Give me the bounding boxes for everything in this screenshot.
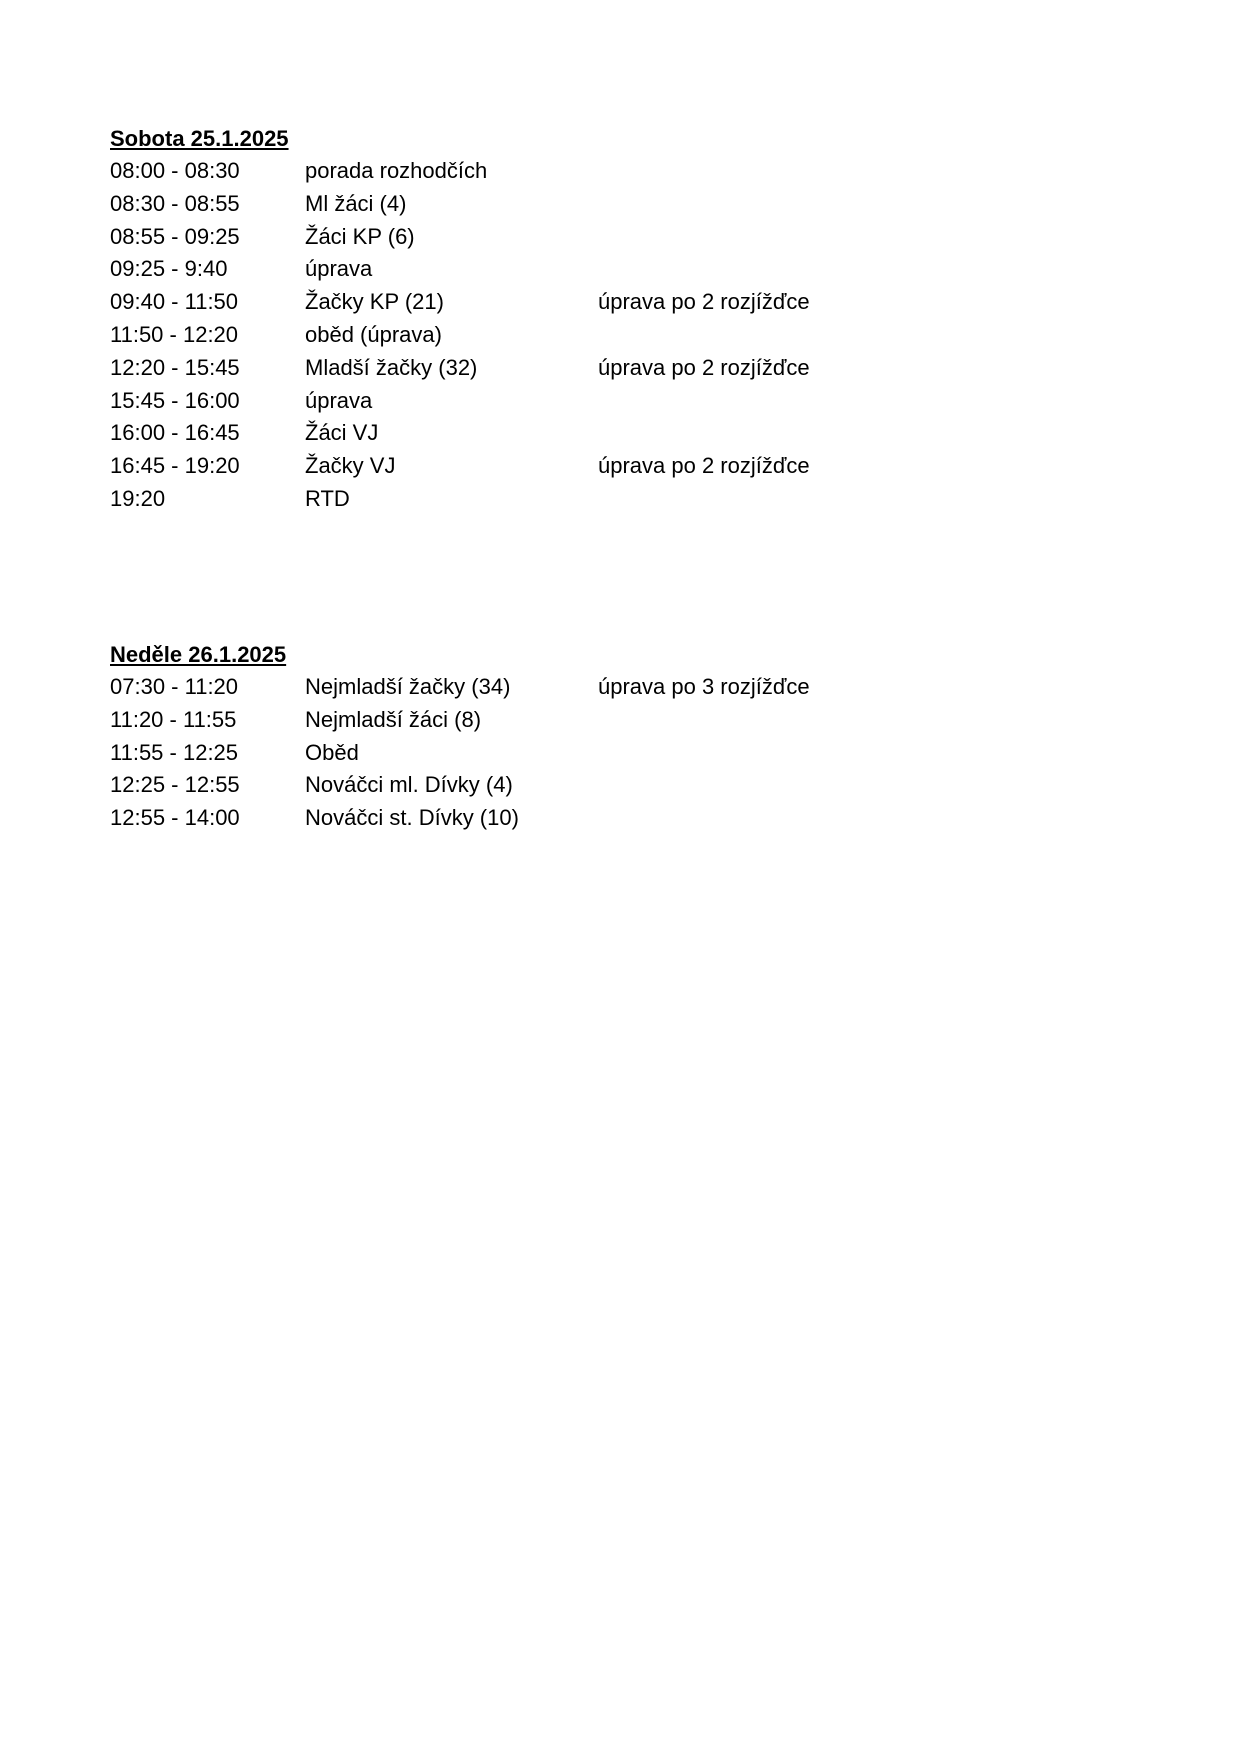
- event-cell: porada rozhodčích: [305, 158, 488, 183]
- note-cell: úprava po 3 rozjížďce: [598, 674, 810, 699]
- event-cell: úprava: [305, 256, 373, 282]
- event-cell: Žáci VJ: [305, 420, 379, 446]
- note-cell: [598, 385, 1010, 418]
- schedule-row: [110, 737, 1010, 770]
- event-cell: Žačky VJ: [305, 453, 396, 479]
- note-cell: [598, 188, 1010, 221]
- event-cell: Nejmladší žačky (34): [305, 674, 511, 699]
- time-cell: 19:20: [110, 485, 166, 511]
- schedule-row: [110, 769, 1010, 802]
- schedule-row: [110, 253, 1010, 286]
- note-cell: úprava po 2 rozjížďce: [598, 453, 810, 479]
- time-cell: 09:25 - 9:40: [110, 256, 228, 282]
- schedule-rows: [110, 671, 1010, 835]
- note-cell: [598, 802, 1010, 835]
- schedule-row: [110, 155, 1010, 188]
- schedule-row: [110, 352, 1010, 385]
- note-cell: [598, 483, 1010, 516]
- time-cell: 15:45 - 16:00: [110, 387, 240, 413]
- note-cell: [598, 704, 1010, 737]
- note-cell: [598, 769, 1010, 802]
- schedule-row: [110, 704, 1010, 737]
- note-cell: [598, 155, 1010, 188]
- schedule-rows: [110, 155, 1010, 516]
- day-heading: Neděle 26.1.2025: [110, 642, 287, 667]
- time-cell: 16:00 - 16:45: [110, 420, 240, 446]
- schedule-row: [110, 450, 1010, 483]
- event-cell: Nejmladší žáci (8): [305, 706, 482, 732]
- event-cell: Žačky KP (21): [305, 289, 444, 315]
- event-cell: Oběd: [305, 739, 359, 765]
- time-cell: 11:20 - 11:55: [110, 706, 237, 732]
- time-cell: 11:50 - 12:20: [110, 321, 239, 347]
- time-cell: 12:20 - 15:45: [110, 354, 240, 380]
- time-cell: 07:30 - 11:20: [110, 674, 239, 699]
- schedule-sunday: [110, 638, 1010, 835]
- note-cell: [598, 221, 1010, 254]
- schedule-saturday: [110, 122, 1010, 516]
- event-cell: Mladší žačky (32): [305, 354, 478, 380]
- note-cell: [598, 737, 1010, 770]
- time-cell: 09:40 - 11:50: [110, 289, 239, 315]
- time-cell: 16:45 - 19:20: [110, 453, 240, 479]
- time-cell: 08:55 - 09:25: [110, 223, 240, 249]
- event-cell: RTD: [305, 485, 350, 511]
- schedule-row: [110, 319, 1010, 352]
- note-cell: [598, 253, 1010, 286]
- note-cell: [598, 417, 1010, 450]
- event-cell: úprava: [305, 387, 373, 413]
- time-cell: 11:55 - 12:25: [110, 739, 239, 765]
- time-cell: 12:25 - 12:55: [110, 772, 240, 798]
- schedule-row: [110, 221, 1010, 254]
- time-cell: 08:00 - 08:30: [110, 158, 240, 183]
- schedule-row: [110, 483, 1010, 516]
- event-cell: Žáci KP (6): [305, 223, 415, 249]
- time-cell: 08:30 - 08:55: [110, 190, 240, 216]
- day-heading: Sobota 25.1.2025: [110, 126, 289, 151]
- note-cell: úprava po 2 rozjížďce: [598, 354, 810, 380]
- schedule-row: [110, 417, 1010, 450]
- note-cell: [598, 319, 1010, 352]
- event-cell: Nováčci st. Dívky (10): [305, 805, 519, 831]
- event-cell: Ml žáci (4): [305, 190, 407, 216]
- note-cell: úprava po 2 rozjížďce: [598, 289, 810, 315]
- schedule-row: [110, 286, 1010, 319]
- schedule-row: [110, 802, 1010, 835]
- event-cell: oběd (úprava): [305, 321, 442, 347]
- schedule-row: [110, 188, 1010, 221]
- event-cell: Nováčci ml. Dívky (4): [305, 772, 513, 798]
- schedule-row: [110, 385, 1010, 418]
- time-cell: 12:55 - 14:00: [110, 805, 240, 831]
- schedule-row: [110, 671, 1010, 704]
